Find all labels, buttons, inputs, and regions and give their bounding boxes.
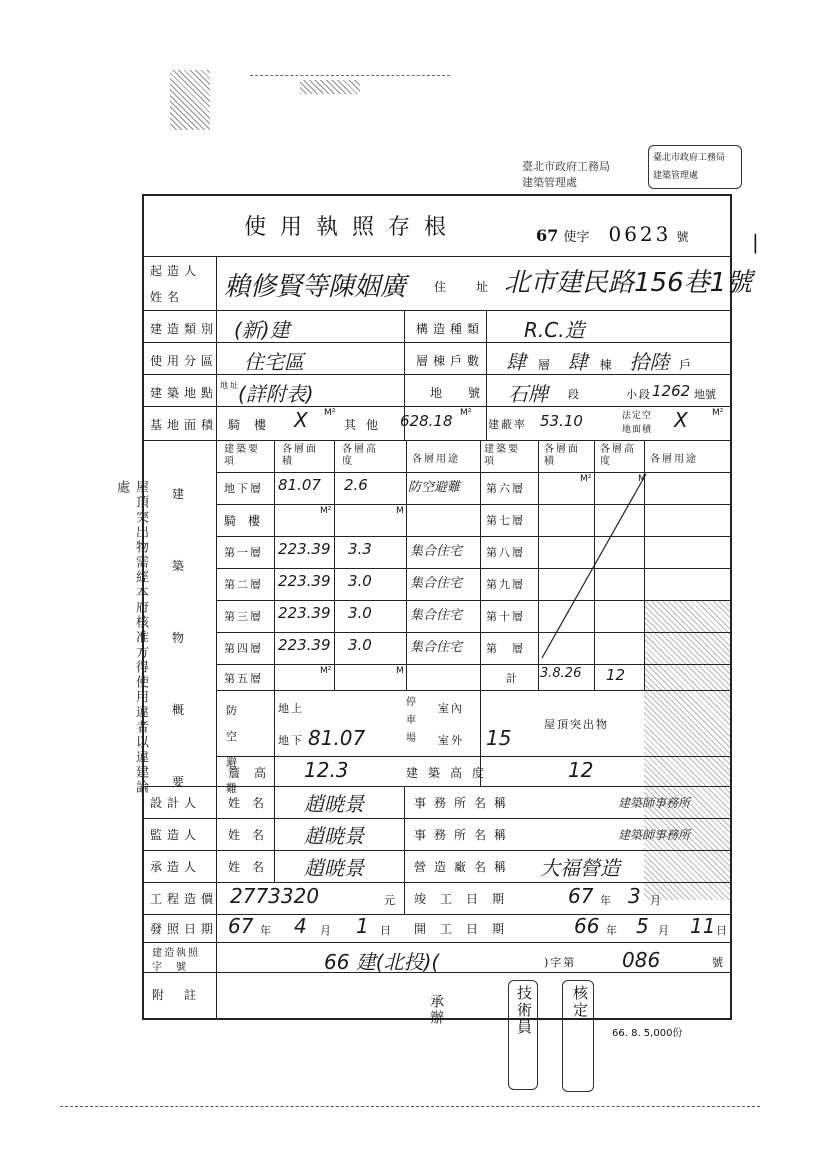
- zone-value: 住宅區: [244, 350, 304, 374]
- lot-suffix: 地號: [694, 388, 716, 401]
- designer-office-label: 事務所名稱: [414, 796, 515, 810]
- contractor-name: 趙暁景: [304, 856, 364, 880]
- bldg-height-label: 建築高度: [406, 766, 495, 780]
- stamp-b: 技術員: [508, 980, 538, 1090]
- day-unit: 日: [380, 924, 393, 937]
- permit-label-1: 建造執照: [152, 948, 200, 959]
- eave-label: 簷高: [228, 766, 281, 780]
- permit-form: 使用執照存根 67 使字 0623 號 起造人 姓名 賴修賢等陳姻廣 住址 北市建民路156巷1號 建造類別 (新)建 構造種類 R.C.造 使用分區 住宅區 層棟戶數 肆 層 肆 棟 拾陸 戶 建築地點 地址 (詳附表) 地號 石牌 段 小段 1262 地號 基地面積 騎樓 X M² 其他 628.18 M² 建蔽率 53.10 法定空 地面積 X M² 建 築 物 概 要 建築要項 各層面積 各層高度 各層用途 建築要項 各層面積 各層高度 各層用途 地下層 81.07 2.6 防空避難 騎樓 M² M 第一層 223.39 3.3 集合住宅 第二層 223.39 3.0 集合住宅 第三層 223.39 3.0 集合住宅 第四層 223.39 3.0 集合住宅 第五層 M² M 第六層 第七層 第八層 第九層 第十層 第 層 計 3.8.26 12 M² M 防空避難 地上 地下 81.07 停車場 室內 室外 15 屋頂突出物 簷高 12.3 建築高度 12 設計人 姓名 趙暁景 事務所名稱 建築師事務所 監造人 姓名 趙暁景 事務所名稱 建築師事務所 承造人 姓名 趙暁景 營造廠名稱 大福營造 工程造價 2773320 元 竣工日期 67 年 3 月 發照日期 67 年 4 月 1 日 開工日期 66 年 5 月 11 日 建造執照 字號 66 建(北投)( )字第 086 號 附註: [142, 194, 732, 1020]
- area-label: 基地面積: [150, 418, 219, 432]
- year-unit: 年: [260, 924, 273, 937]
- work-year: 66: [574, 914, 600, 938]
- top-stamp-left-2: 建築管理處: [522, 176, 577, 189]
- floor-row-right: 第 層: [486, 642, 525, 655]
- unit-m: M: [638, 474, 646, 484]
- permit-num: 086: [622, 948, 661, 972]
- shelter-up: 地上: [278, 702, 304, 715]
- floor-row-right: 第六層: [486, 482, 525, 495]
- shelter-down-value: 81.07: [308, 726, 366, 750]
- col-height-header-right: 各層高度: [600, 444, 636, 467]
- scan-noise: [644, 600, 730, 900]
- cost-unit: 元: [384, 894, 397, 907]
- designer-label: 設計人: [150, 796, 202, 810]
- unit-m2: M²: [580, 474, 592, 484]
- zone-label: 使用分區: [150, 354, 219, 368]
- footer-print: 66. 8. 5,000份: [612, 1028, 683, 1039]
- top-stamp-left: 臺北市政府工務局: [522, 160, 610, 173]
- permit-char: )字第: [544, 956, 577, 969]
- top-stamp-right: 臺北市政府工務局 建築管理處: [648, 145, 742, 189]
- parking-out-value: 15: [486, 726, 512, 750]
- supervisor-office: 建築師事務所: [618, 828, 691, 842]
- supervisor-name: 趙暁景: [304, 824, 364, 848]
- parking-label: 停車場: [406, 697, 418, 744]
- category-label: 建造類別: [150, 322, 219, 336]
- designer-office: 建築師事務所: [618, 796, 691, 810]
- company-value: 大福營造: [540, 856, 620, 880]
- site-value: (詳附表): [238, 382, 314, 406]
- eave-value: 12.3: [304, 758, 349, 782]
- permit-label-2: 字號: [152, 962, 200, 973]
- shelter-label: 防空避難: [226, 704, 247, 795]
- site-label: 建築地點: [150, 386, 219, 400]
- cost-value: 2773320: [230, 884, 320, 908]
- other-label: 其他: [344, 418, 389, 432]
- col-item-header: 建築要項: [224, 444, 260, 467]
- legal-open-label-2: 地面積: [622, 425, 653, 435]
- col-item-header-right: 建築要項: [484, 444, 520, 467]
- void-slash: [538, 472, 648, 662]
- legal-open-unit: M²: [712, 408, 724, 418]
- floor-row-right: 第十層: [486, 610, 525, 623]
- lot-value: 石牌: [508, 382, 548, 406]
- permit-number: 67 使字 0623 號: [536, 222, 689, 246]
- structure-label: 構造種類: [416, 322, 485, 336]
- shelter-down: 地下: [278, 734, 304, 747]
- address-label: 住址: [434, 280, 519, 294]
- building-side-label: 建 築 物 概 要: [172, 487, 185, 789]
- category-value: (新)建: [234, 318, 290, 342]
- parking-out: 室外: [438, 734, 464, 747]
- floors-label: 層棟戶數: [416, 354, 485, 368]
- structure-value: R.C.造: [524, 318, 585, 342]
- cost-label: 工程造價: [150, 892, 219, 906]
- lot-subsection: 小段: [626, 388, 652, 401]
- total-area: 3.8.26: [540, 666, 582, 681]
- coverage-label: 建蔽率: [488, 418, 527, 431]
- designer-name-label: 姓名: [228, 796, 277, 810]
- margin-note: 屋頂突出物需經本府核准方得使用違者以違建論處: [114, 480, 148, 795]
- col-height-header: 各層高度: [342, 444, 378, 467]
- lot-section: 段: [568, 388, 581, 401]
- work-label: 開工日期: [414, 922, 519, 936]
- col-use-header: 各層用途: [412, 454, 460, 465]
- month-unit: 月: [650, 894, 663, 907]
- issue-month: 4: [294, 914, 307, 938]
- address-value: 北市建民路156巷1號: [504, 268, 753, 298]
- supervisor-label: 監造人: [150, 828, 202, 842]
- floor-row-right: 計: [506, 672, 519, 685]
- issue-day: 1: [356, 914, 369, 938]
- work-day: 11: [690, 914, 716, 938]
- floors-value: 肆 層 肆 棟 拾陸 戶: [506, 350, 692, 374]
- company-label: 營造廠名稱: [414, 860, 515, 874]
- col-use-header-right: 各層用途: [650, 454, 698, 465]
- builder-value: 賴修賢等陳姻廣: [224, 272, 407, 302]
- floor-row-right: 第九層: [486, 578, 525, 591]
- work-month: 5: [636, 914, 649, 938]
- site-sub-label: 地址: [220, 381, 240, 390]
- designer-name: 趙暁景: [304, 792, 364, 816]
- top-scan-marks: [150, 60, 450, 140]
- supervisor-name-label: 姓名: [228, 828, 277, 842]
- floor-row-right: 第八層: [486, 546, 525, 559]
- contractor-name-label: 姓名: [228, 860, 277, 874]
- stamp-a: 承辦: [428, 994, 444, 1026]
- bldg-height-value: 12: [568, 758, 594, 782]
- start-label: 竣工日期: [414, 892, 519, 906]
- other-unit: M²: [460, 408, 472, 418]
- note-label: 附註: [152, 988, 217, 1002]
- year-unit: 年: [606, 924, 619, 937]
- lot-number: 1262: [652, 382, 691, 400]
- legal-open-label-1: 法定空: [622, 411, 653, 421]
- day-unit: 日: [716, 924, 729, 937]
- supervisor-office-label: 事務所名稱: [414, 828, 515, 842]
- lot-label: 地號: [430, 386, 507, 400]
- col-area-header: 各層面積: [282, 444, 318, 467]
- right-edge-marks: |: [752, 230, 759, 254]
- month-unit: 月: [320, 924, 333, 937]
- legal-open-value: X: [674, 408, 688, 432]
- floor-row-right: 第七層: [486, 514, 525, 527]
- coverage-value: 53.10: [540, 412, 583, 430]
- start-year: 67: [568, 884, 594, 908]
- month-unit: 月: [658, 924, 671, 937]
- col-area-header-right: 各層面積: [544, 444, 580, 467]
- permit-value: 66 建(北投)(: [324, 950, 440, 974]
- arcade-label: 騎樓: [228, 418, 281, 432]
- issue-label: 發照日期: [150, 922, 219, 936]
- year-unit: 年: [600, 894, 613, 907]
- roof-label: 屋頂突出物: [544, 718, 609, 731]
- arcade-value: X: [294, 408, 308, 432]
- start-month: 3: [628, 884, 641, 908]
- permit-suffix: 號: [712, 956, 725, 969]
- other-value: 628.18: [400, 412, 453, 430]
- builder-label: 起造人: [150, 264, 202, 278]
- contractor-label: 承造人: [150, 860, 202, 874]
- builder-name-label: 姓名: [150, 290, 185, 304]
- issue-year: 67: [228, 914, 254, 938]
- stamp-c: 核定: [562, 980, 594, 1092]
- parking-in: 室內: [438, 702, 464, 715]
- total-height: 12: [606, 666, 626, 684]
- arcade-unit: M²: [324, 408, 336, 418]
- bottom-scan-line: [60, 1106, 760, 1107]
- form-title: 使用執照存根: [244, 215, 461, 240]
